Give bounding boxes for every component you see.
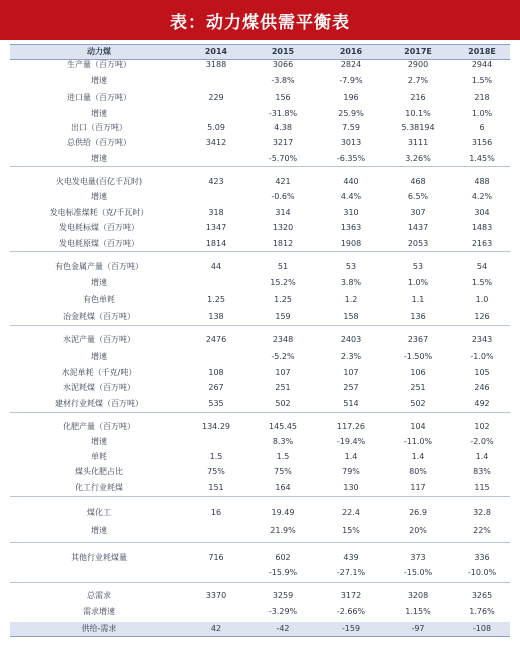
cell-2015: 314 [275,208,291,217]
cell-2014: 151 [208,483,224,492]
table-row [10,107,510,121]
cell-2016: 158 [343,312,359,321]
row-label: 供给-需求 [81,624,117,633]
cell-2016: -2.66% [336,607,366,616]
row-label: 发电耗原煤（百万吨） [59,239,139,248]
cell-2017e: 20% [409,526,427,535]
cell-2015: 1320 [272,223,294,232]
row-label: 水泥耗煤（百万吨） [63,383,135,392]
cell-2015: -15.9% [268,568,298,577]
cell-2015: 502 [275,399,291,408]
cell-2018e: 488 [474,177,490,186]
table-row [10,481,510,495]
cell-2017e: 117 [410,483,426,492]
cell-2018e: 6 [479,123,485,132]
cell-2017e: -1.50% [403,352,433,361]
cell-2015: 75% [274,467,292,476]
cell-2016: 2403 [340,335,362,344]
cell-2017e: 10.1% [405,109,431,118]
cell-2018e: 2343 [471,335,493,344]
cell-2015: 4.38 [274,123,292,132]
cell-2018e: -1.0% [470,352,494,361]
cell-2014 [188,566,244,580]
row-label [14,566,184,580]
cell-2015: 3259 [272,591,294,600]
table-row [10,58,510,72]
cell-2015: 21.9% [270,526,296,535]
cell-2014: 229 [208,93,224,102]
row-separator [10,542,510,543]
cell-2018e: 83% [473,467,491,476]
table-title: 表：动力煤供需平衡表 [0,0,520,40]
cell-2017e: 2053 [407,239,429,248]
row-label: 单耗 [91,452,107,461]
row-label: 增速 [91,154,107,163]
cell-2018e: 22% [473,526,491,535]
cell-2017e: 1.15% [405,607,431,616]
cell-2017e: 26.9 [409,508,427,517]
row-separator [10,412,510,413]
cell-2015: 15.2% [270,278,296,287]
cell-2017e: 106 [410,368,426,377]
row-label: 火电发电量(百亿千瓦时) [55,177,143,186]
cell-2016: 3172 [340,591,362,600]
cell-2014 [188,107,244,121]
cell-2016: -6.35% [336,154,366,163]
header-2016: 2016 [339,47,363,56]
cell-2015: 1812 [272,239,294,248]
row-label: 其他行业耗煤量 [71,553,127,562]
cell-2016: 130 [343,483,359,492]
cell-2014: 267 [208,383,224,392]
cell-2015: -31.8% [268,109,298,118]
cell-2017e: 1.0% [407,278,429,287]
table-row [10,91,510,105]
cell-2017e: 468 [410,177,426,186]
table-row [10,293,510,307]
cell-2016: 1.4 [344,452,358,461]
cell-2016: 117.26 [337,422,365,431]
table-row [10,506,510,520]
table-row [10,420,510,434]
table-row [10,524,510,538]
header-2017e: 2017E [404,47,432,56]
row-label: 发电耗标煤（百万吨） [59,223,139,232]
cell-2015: -0.6% [271,192,295,201]
table-row [10,260,510,274]
row-label: 化肥产量（百万吨） [63,422,135,431]
cell-2014: 3188 [205,60,227,69]
cell-2017e: 80% [409,467,427,476]
cell-2014: 3412 [205,138,227,147]
cell-2016: 79% [342,467,360,476]
cell-2016: 15% [342,526,360,535]
cell-2015: 3217 [272,138,294,147]
header-label: 动力煤 [87,47,111,56]
cell-2018e: -10.0% [467,568,497,577]
cell-2015: 145.45 [269,422,297,431]
cell-2016: 310 [343,208,359,217]
row-label: 煤化工 [87,508,111,517]
cell-2015: -3.8% [271,76,295,85]
cell-2014: 535 [208,399,224,408]
row-label: 总需求 [87,591,111,600]
cell-2015: -3.29% [268,607,298,616]
cell-2014 [188,190,244,204]
cell-2018e: 54 [476,262,488,271]
table-row [10,333,510,347]
table-row [10,366,510,380]
cell-2018e: 218 [474,93,490,102]
cell-2014: 16 [210,508,222,517]
cell-2015: 2348 [272,335,294,344]
table-footer-row [10,622,510,637]
cell-2017e: -15.0% [403,568,433,577]
cell-2015: 159 [275,312,291,321]
row-label: 出口（百万吨） [71,123,127,132]
header-2018e: 2018E [468,47,496,56]
cell-2017e: 136 [410,312,426,321]
cell-2015: 8.3% [272,437,294,446]
table-row [10,589,510,603]
cell-2016: -27.1% [336,568,366,577]
cell-2017e: -97 [411,624,425,633]
cell-2017e: 2900 [407,60,429,69]
row-label: 增速 [91,526,107,535]
table-row [10,310,510,324]
cell-2015: 156 [275,93,291,102]
cell-2015: 3066 [272,60,294,69]
cell-2014: 423 [208,177,224,186]
table-row [10,237,510,251]
cell-2016: 3013 [340,138,362,147]
cell-2016: 53 [345,262,357,271]
row-label: 增速 [91,437,107,446]
cell-2014: 75% [207,467,225,476]
cell-2016: 196 [343,93,359,102]
cell-2014: 2476 [205,335,227,344]
cell-2018e: 1483 [471,223,493,232]
table-row [10,605,510,619]
row-separator [10,166,510,167]
cell-2016: 1908 [340,239,362,248]
table-row [10,121,510,135]
row-label: 增速 [91,192,107,201]
cell-2014 [188,524,244,538]
cell-2014 [188,605,244,619]
row-label: 建材行业耗煤（百万吨） [55,399,143,408]
cell-2015: 107 [275,368,291,377]
row-label: 增速 [91,109,107,118]
cell-2018e: 105 [474,368,490,377]
cell-2018e: 1.4 [475,452,489,461]
cell-2018e: 1.0 [475,295,489,304]
row-separator [10,251,510,252]
cell-2016: 2.3% [340,352,362,361]
cell-2014: 1.5 [209,452,223,461]
cell-2018e: 1.5% [471,76,493,85]
cell-2017e: 307 [410,208,426,217]
cell-2015: 602 [275,553,291,562]
cell-2018e: 1.76% [469,607,495,616]
cell-2016: 4.4% [340,192,362,201]
cell-2018e: 246 [474,383,490,392]
table-row [10,350,510,364]
cell-2016: -7.9% [339,76,363,85]
cell-2016: 25.9% [338,109,364,118]
row-label: 有色金属产量（百万吨） [55,262,143,271]
cell-2014: 1347 [205,223,227,232]
table-row [10,206,510,220]
cell-2017e: 373 [410,553,426,562]
table-row [10,566,510,580]
cell-2014 [188,152,244,166]
cell-2016: -159 [341,624,361,633]
cell-2014: 5.09 [207,123,225,132]
cell-2014: 44 [210,262,222,271]
cell-2018e: 1.5% [471,278,493,287]
cell-2017e: 104 [410,422,426,431]
cell-2016: 2824 [340,60,362,69]
cell-2014: 1814 [205,239,227,248]
cell-2015: 421 [275,177,291,186]
row-label: 有色单耗 [83,295,115,304]
header-2014: 2014 [204,47,228,56]
cell-2014: 318 [208,208,224,217]
cell-2015: -5.2% [271,352,295,361]
row-label: 冶金耗煤（百万吨） [63,312,135,321]
cell-2014 [188,74,244,88]
cell-2014 [188,435,244,449]
cell-2018e: 2163 [471,239,493,248]
row-label: 进口量（百万吨） [67,93,131,102]
cell-2016: 257 [343,383,359,392]
cell-2017e: 5.38194 [401,123,435,132]
cell-2014: 134.29 [202,422,230,431]
header-2015: 2015 [271,47,295,56]
cell-2016: 440 [343,177,359,186]
table-row [10,221,510,235]
cell-2017e: 3.26% [405,154,431,163]
cell-2018e: 1.45% [469,154,495,163]
cell-2016: 3.8% [340,278,362,287]
cell-2018e: -2.0% [470,437,494,446]
cell-2018e: 4.2% [471,192,493,201]
table-row [10,397,510,411]
table-row [10,276,510,290]
row-label: 煤头化肥占比 [75,467,123,476]
cell-2018e: 336 [474,553,490,562]
cell-2015: 1.25 [274,295,292,304]
cell-2017e: 251 [410,383,426,392]
row-label: 发电标准煤耗（克/千瓦时） [49,208,149,217]
cell-2014: 108 [208,368,224,377]
cell-2017e: 502 [410,399,426,408]
cell-2016: 1.2 [344,295,358,304]
cell-2014: 1.25 [207,295,225,304]
row-label: 生产量（百万吨） [67,60,131,69]
table-row [10,551,510,565]
cell-2017e: 3111 [407,138,429,147]
cell-2018e: 32.8 [473,508,491,517]
cell-2018e: 1.0% [471,109,493,118]
cell-2015: 164 [275,483,291,492]
row-label: 水泥产量（百万吨） [63,335,135,344]
row-label: 总供给（百万吨） [67,138,131,147]
table-row [10,465,510,479]
cell-2016: 1363 [340,223,362,232]
row-separator [10,496,510,497]
cell-2014: 716 [208,553,224,562]
cell-2016: 7.59 [342,123,360,132]
row-separator [10,325,510,326]
cell-2018e: 3265 [471,591,493,600]
cell-2017e: 1.1 [411,295,425,304]
row-label: 水泥单耗（千克/吨） [61,368,137,377]
row-separator [10,582,510,583]
cell-2018e: 2944 [471,60,493,69]
table-row [10,74,510,88]
row-label: 增速 [91,352,107,361]
cell-2014: 138 [208,312,224,321]
cell-2017e: -11.0% [403,437,433,446]
cell-2014 [188,276,244,290]
cell-2018e: 492 [474,399,490,408]
cell-2017e: 2367 [407,335,429,344]
cell-2018e: 3156 [471,138,493,147]
cell-2016: 439 [343,553,359,562]
table-row [10,450,510,464]
cell-2018e: 115 [474,483,490,492]
cell-2016: -19.4% [336,437,366,446]
cell-2016: 22.4 [342,508,360,517]
cell-2014: 42 [210,624,222,633]
cell-2015: -42 [276,624,290,633]
table-row [10,435,510,449]
cell-2018e: 102 [474,422,490,431]
cell-2016: 107 [343,368,359,377]
cell-2017e: 216 [410,93,426,102]
row-label: 需求增速 [83,607,115,616]
cell-2017e: 2.7% [407,76,429,85]
cell-2017e: 1.4 [411,452,425,461]
cell-2017e: 53 [412,262,424,271]
table-row [10,152,510,166]
row-label: 化工行业耗煤 [75,483,123,492]
table-row [10,175,510,189]
cell-2018e: -108 [472,624,492,633]
table-row [10,136,510,150]
cell-2014: 3370 [205,591,227,600]
cell-2018e: 304 [474,208,490,217]
cell-2015: 51 [277,262,289,271]
row-label: 增速 [91,278,107,287]
table-row [10,190,510,204]
cell-2016: 514 [343,399,359,408]
cell-2015: -5.70% [268,154,298,163]
cell-2017e: 6.5% [407,192,429,201]
cell-2017e: 3208 [407,591,429,600]
cell-2014 [188,350,244,364]
cell-2015: 19.49 [271,508,295,517]
cell-2015: 1.5 [276,452,290,461]
table-row [10,381,510,395]
row-label: 增速 [91,76,107,85]
cell-2018e: 126 [474,312,490,321]
cell-2015: 251 [275,383,291,392]
cell-2017e: 1437 [407,223,429,232]
